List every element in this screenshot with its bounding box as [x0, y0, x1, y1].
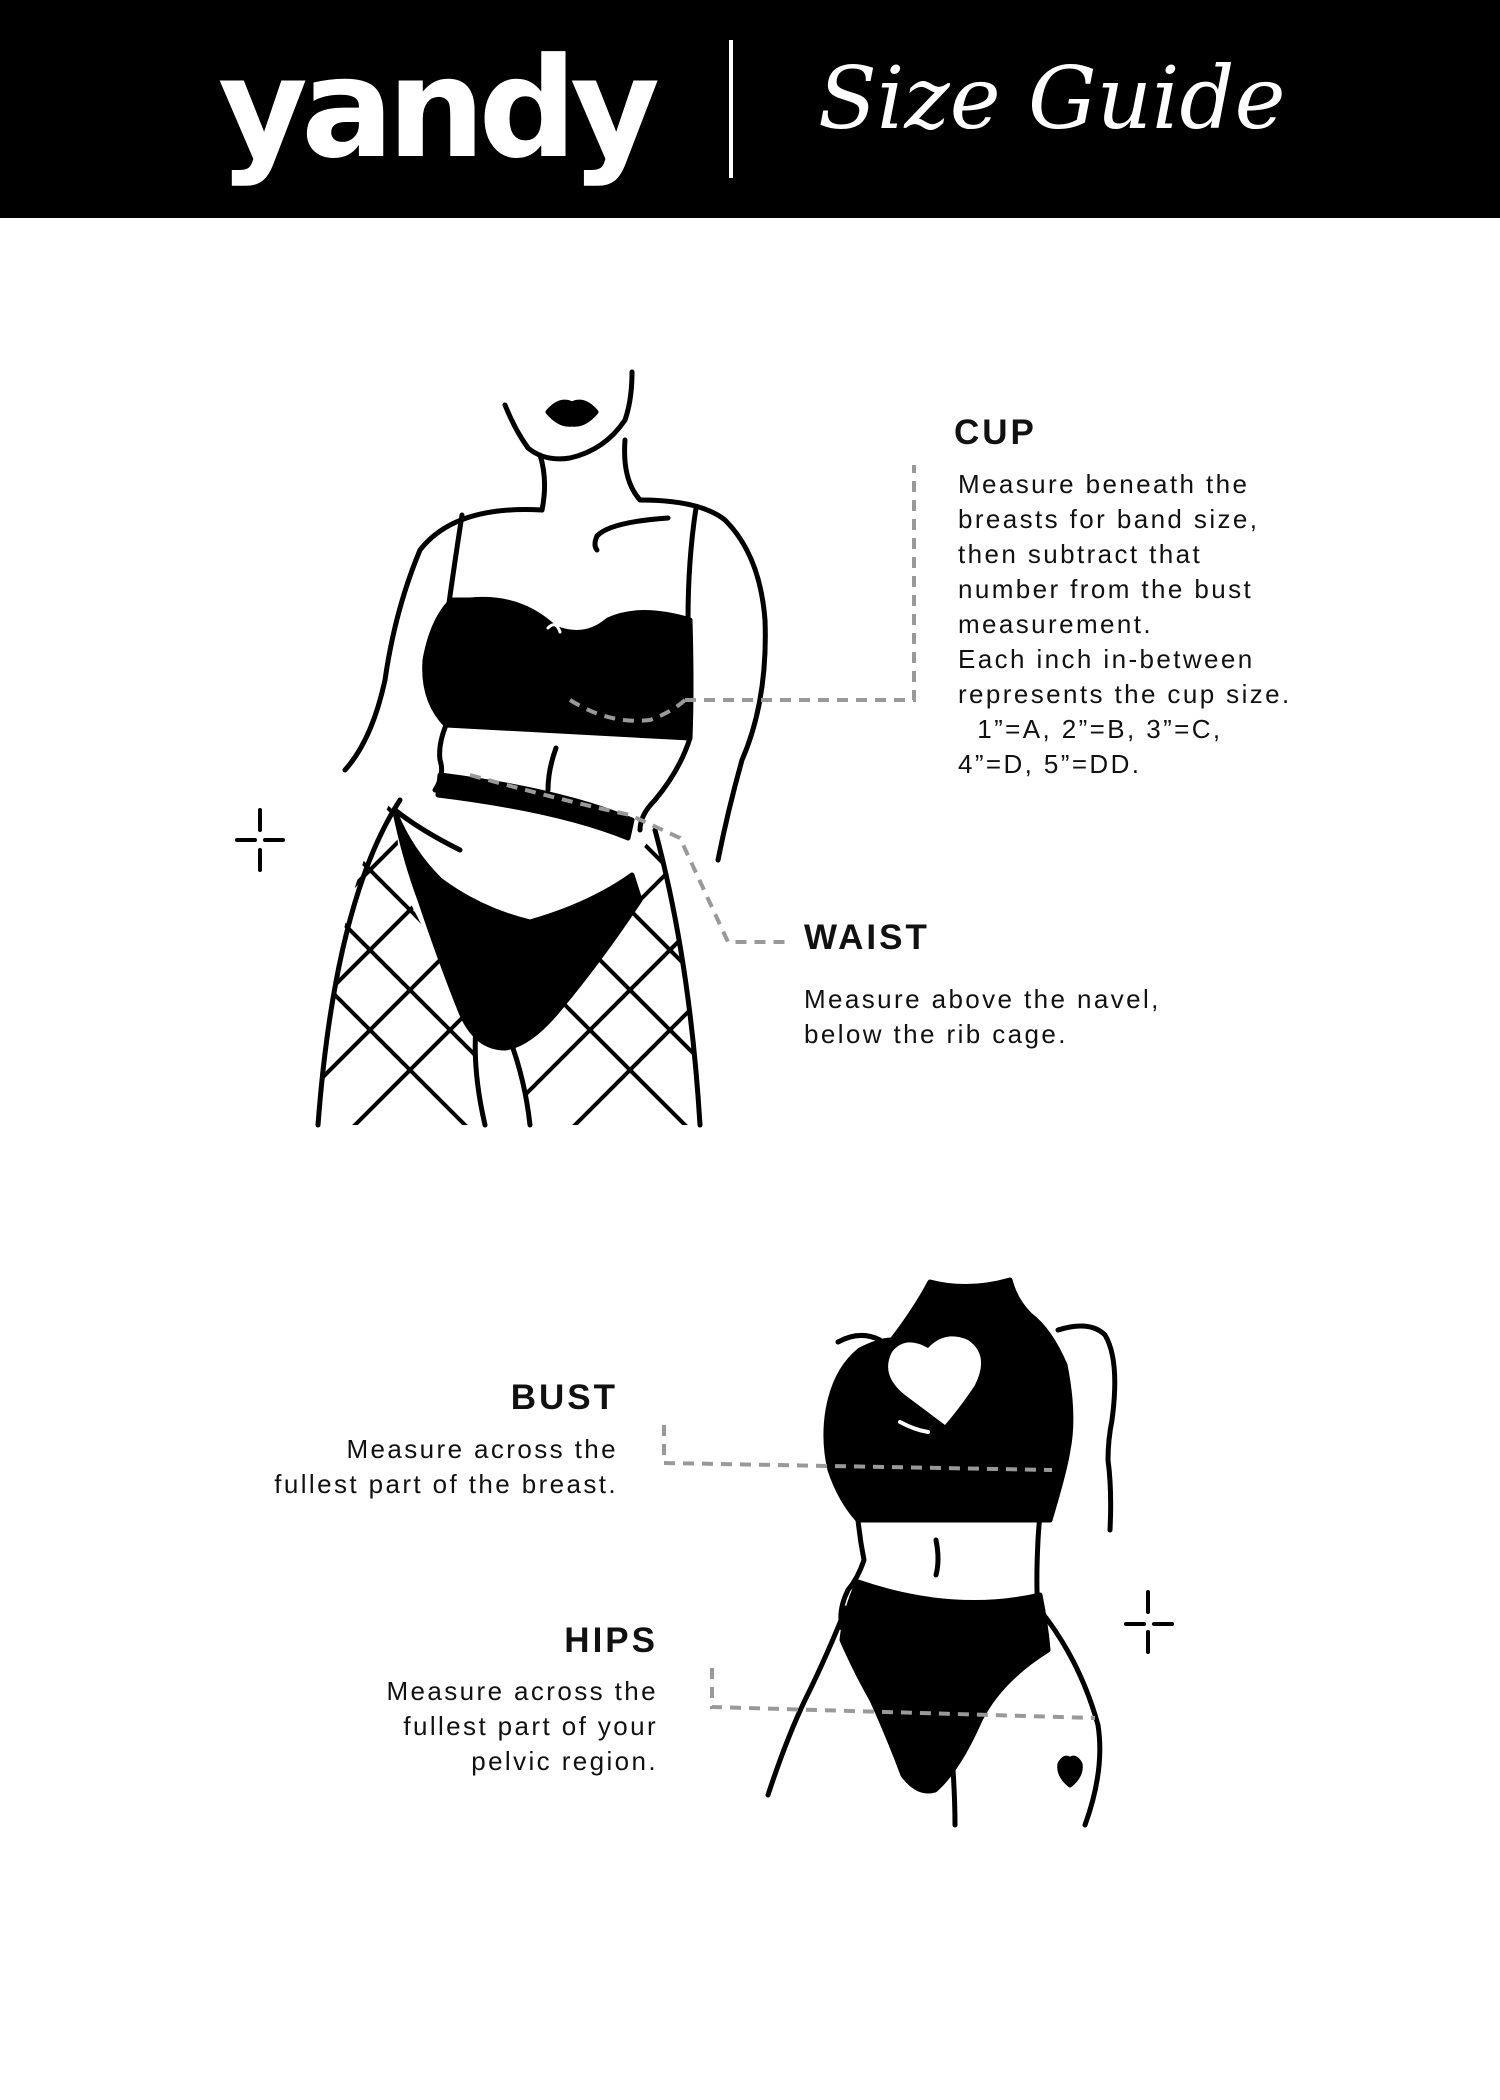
torso-right-upper [640, 738, 690, 830]
bra-strap-left [448, 515, 462, 610]
neck-left [540, 455, 545, 510]
cup-line: Measure beneath the [958, 469, 1250, 499]
lips-icon [548, 402, 596, 424]
bust-line: fullest part of the breast. [274, 1469, 618, 1499]
cup-line: Each inch in-between [958, 644, 1255, 674]
cup-description [958, 467, 1292, 782]
cup-line: represents the cup size. [958, 679, 1292, 709]
yandy-logo: yandy [218, 28, 654, 189]
navel [936, 1540, 938, 1575]
hips-description [300, 1674, 658, 1779]
leg-left [768, 1608, 846, 1795]
bust-description [200, 1432, 618, 1502]
hips-line: pelvic region. [471, 1746, 658, 1776]
bust-heading: BUST [510, 1378, 618, 1417]
abdomen-line [548, 748, 556, 790]
clavicle-tip [595, 536, 597, 550]
hips-line: Measure across the [386, 1676, 658, 1706]
figure-top [260, 372, 780, 1220]
hips-line: fullest part of your [403, 1711, 658, 1741]
cup-heading: CUP [954, 413, 1037, 452]
figure-bottom [768, 1280, 1115, 1825]
heart-icon [1060, 1758, 1081, 1785]
leg-right-inner [510, 1040, 530, 1125]
sparkle-icon [1126, 1592, 1172, 1652]
waist-line: below the rib cage. [804, 1019, 1068, 1049]
cup-guide-line [685, 465, 914, 700]
clavicle [597, 518, 668, 536]
neck-right [625, 440, 640, 500]
cup-line: breasts for band size, [958, 504, 1260, 534]
waist-line: Measure above the navel, [804, 984, 1161, 1014]
cup-line: then subtract that [958, 539, 1203, 569]
shoulder-left [838, 1335, 880, 1342]
bikini-bottom [842, 1582, 1048, 1791]
leg-right-inner [952, 1755, 955, 1825]
cup-line: number from the bust [958, 574, 1254, 604]
cup-line: measurement. [958, 609, 1153, 639]
hips-heading: HIPS [564, 1621, 658, 1660]
cup-line: 1”=A, 2”=B, 3”=C, [958, 714, 1223, 744]
bust-line: Measure across the [346, 1434, 618, 1464]
bra-strap-right [688, 508, 696, 620]
cup-line: 4”=D, 5”=DD. [958, 749, 1142, 779]
waist-description [804, 982, 1161, 1052]
bra [425, 599, 691, 738]
waist-band [438, 775, 632, 838]
waist-heading: WAIST [804, 918, 930, 957]
leg-right-outer [655, 830, 700, 1125]
page-title: Size Guide [818, 49, 1286, 149]
sparkle-icon [237, 810, 283, 870]
